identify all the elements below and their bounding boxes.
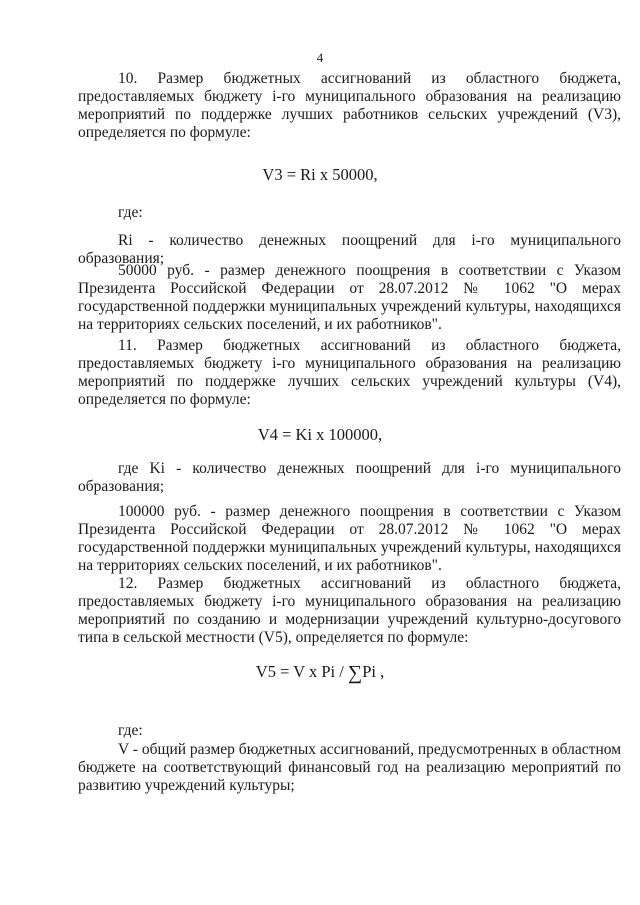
formula-v5 bbox=[0, 662, 640, 685]
formula-v5-left: V5 = V x Pi / bbox=[255, 662, 348, 681]
paragraph-12: 12. Размер бюджетных ассигнований из областного бюджета, предоставляемых бюджету i-го муниципального образования на реализацию мероприятий по созданию и модернизации учреждений культурно-досугового типа в сельской местности (V5), определяется по формуле: bbox=[78, 575, 621, 646]
sum-symbol: ∑ bbox=[347, 662, 363, 684]
v-definition: V - общий размер бюджетных ассигнований, предусмотренных в областном бюджете на соответствующий финансовый год на реализацию мероприятий по развитию учреждений культуры; bbox=[78, 741, 621, 794]
paragraph-10: 10. Размер бюджетных ассигнований из областного бюджета, предоставляемых бюджету i-го муниципального образования на реализацию мероприятий по поддержке лучших работников сельских учреждений (V3), определяется по формуле: bbox=[78, 70, 621, 141]
ri-definition: Ri - количество денежных поощрений для i-го муниципального образования; bbox=[78, 232, 621, 267]
page-number: 4 bbox=[316, 50, 324, 65]
where-label-2: где: bbox=[118, 722, 143, 739]
formula-v4: V4 = Ki x 100000, bbox=[257, 425, 383, 444]
paragraph-11: 11. Размер бюджетных ассигнований из областного бюджета, предоставляемых бюджету i-го муниципального образования на реализацию мероприятий по поддержке лучших сельских учреждений культуры (V4), определяется по формуле: bbox=[78, 337, 621, 408]
ki-definition: где Ki - количество денежных поощрений для i-го муниципального образования; bbox=[78, 460, 621, 495]
formula-v5-right: Pi , bbox=[362, 662, 385, 681]
reward-50000-definition: 50000 руб. - размер денежного поощрения в соответствии с Указом Президента Российской Федерации от 28.07.2012 № 1062 "О мерах государственной поддержки муниципальных учреждений культуры, находящихся на территориях сельских поселений, и их работников". bbox=[78, 262, 621, 333]
formula-v3: V3 = Ri x 50000, bbox=[262, 165, 378, 184]
reward-100000-definition: 100000 руб. - размер денежного поощрения в соответствии с Указом Президента Российской Федерации от 28.07.2012 № 1062 "О мерах государственной поддержки муниципальных учреждений культуры, находящихся на территориях сельских поселений, и их работников". bbox=[78, 503, 621, 574]
where-label-1: где: bbox=[118, 204, 143, 221]
